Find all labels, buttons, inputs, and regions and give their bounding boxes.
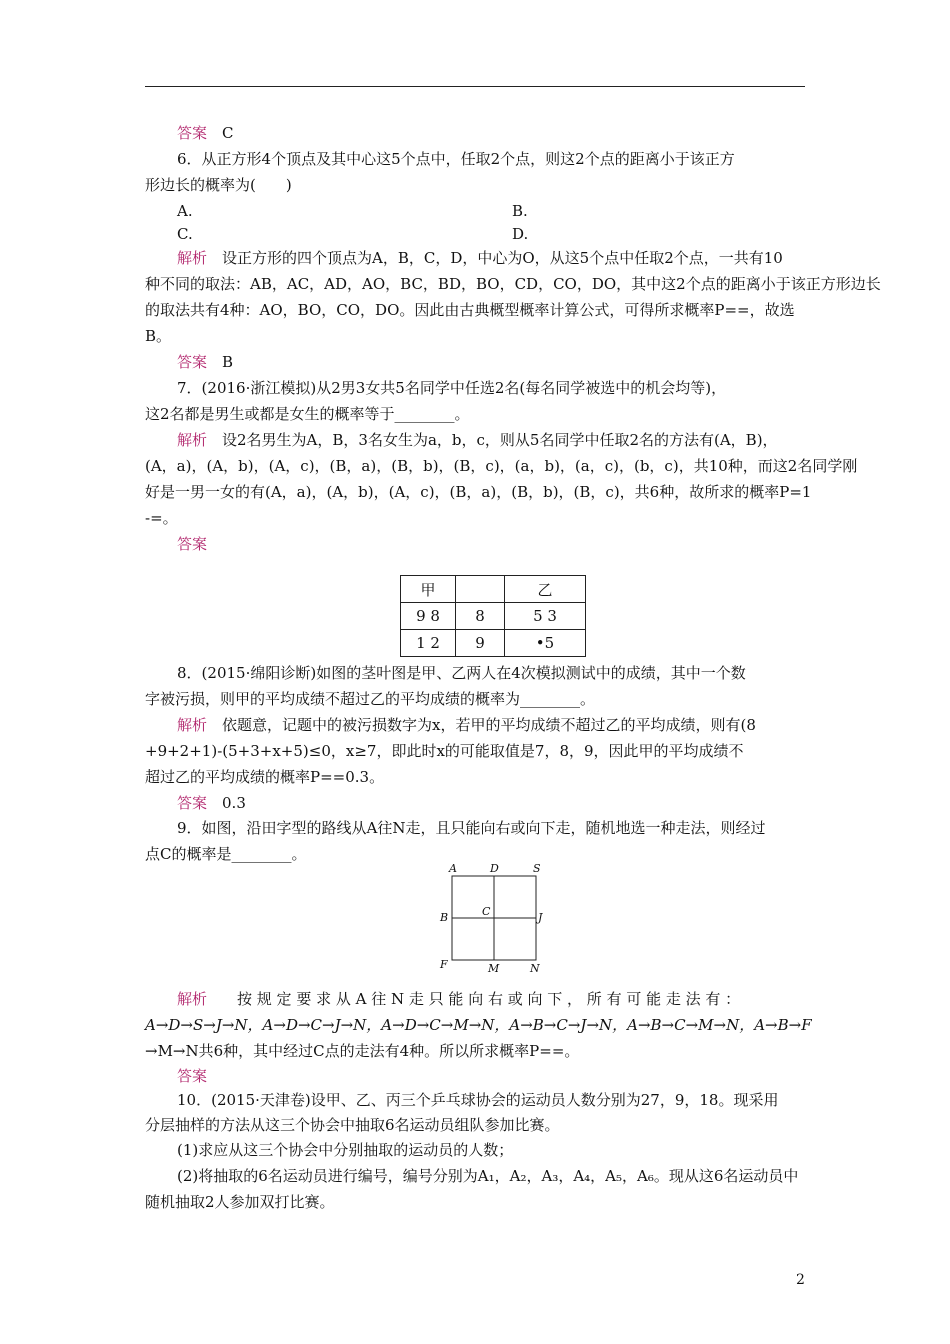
question-10-part-1: (1)求应从这三个协会中分别抽取的运动员的人数； (177, 1141, 514, 1159)
solution-line: B。 (145, 327, 172, 345)
solution-line: -=。 (145, 509, 178, 527)
question-9-line: 点C的概率是________。 (145, 845, 307, 863)
question-10-line: 10．(2015·天津卷)设甲、乙、丙三个乒乓球协会的运动员人数分别为27，9，18。现采用 (177, 1091, 779, 1109)
answer-line: 答案 C (177, 124, 234, 142)
solution-line: (A，a)，(A，b)，(A，c)，(B，a)，(B，b)，(B，c)，(a，b)，(a，c)，(b，c)，共10种，而这2名同学刚 (145, 457, 858, 475)
option-d: D. (512, 225, 529, 243)
stem-leaf-table (400, 575, 586, 657)
table-cell: •5 (505, 630, 586, 657)
solution-line: 的取法共有4种：AO，BO，CO，DO。因此由古典概型概率计算公式，可得所求概率P==，故选 (145, 301, 795, 319)
table-row (401, 576, 586, 603)
point-label: M (488, 962, 500, 975)
point-label: A (449, 862, 457, 875)
table-cell: 5 3 (505, 603, 586, 630)
table-cell: 甲 (401, 576, 456, 603)
table-cell: 9 (456, 630, 505, 657)
solution-line: 种不同的取法：AB，AC，AD，AO，BC，BD，BO，CD，CO，DO，其中这2个点的距离小于该正方形边长 (145, 275, 881, 293)
table-cell: 9 8 (401, 603, 456, 630)
table-row (401, 630, 586, 657)
question-8-line: 字被污损，则甲的平均成绩不超过乙的平均成绩的概率为________。 (145, 690, 596, 708)
question-9-line: 9．如图，沿田字型的路线从A往N走，且只能向右或向下走，随机地选一种走法，则经过 (177, 819, 766, 837)
solution-line: 解析 设正方形的四个顶点为A，B，C，D，中心为O，从这5个点中任取2个点，一共有10 (177, 249, 783, 267)
question-10-part-2: 随机抽取2人参加双打比赛。 (145, 1193, 335, 1211)
point-label: C (482, 905, 491, 918)
solution-line: 解析 设2名男生为A，B，3名女生为a，b，c，则从5名同学中任取2名的方法有(A，B)， (177, 431, 778, 449)
solution-line: +9+2+1)-(5+3+x+5)≤0，x≥7，即此时x的可能取值是7，8，9，因此甲的平均成绩不 (145, 742, 744, 760)
header-rule (145, 86, 805, 87)
option-a: A. (177, 202, 193, 220)
question-6-line: 形边长的概率为( ) (145, 176, 292, 194)
question-8-line: 8．(2015·绵阳诊断)如图的茎叶图是甲、乙两人在4次模拟测试中的成绩，其中一个数 (177, 664, 746, 682)
solution-line: A→D→S→J→N，A→D→C→J→N，A→D→C→M→N，A→B→C→J→N，A→B→C→M→N，A→B→F (145, 1016, 812, 1034)
solution-line: 超过乙的平均成绩的概率P==0.3。 (145, 768, 385, 786)
solution-line: →M→N共6种，其中经过C点的走法有4种。所以所求概率P==。 (145, 1042, 580, 1060)
point-label: B (440, 911, 449, 924)
answer-line: 答案 (177, 1067, 208, 1085)
table-row (401, 603, 586, 630)
point-label: D (490, 862, 499, 875)
question-10-line: 分层抽样的方法从这三个协会中抽取6名运动员组队参加比赛。 (145, 1116, 560, 1134)
answer-line: 答案 (177, 535, 208, 553)
point-label: S (533, 862, 541, 875)
table-cell: 1 2 (401, 630, 456, 657)
option-b: B. (512, 202, 528, 220)
answer-line: 答案 0.3 (177, 794, 246, 812)
table-cell (456, 576, 505, 603)
answer-line: 答案 B (177, 353, 234, 371)
grid-lines (435, 862, 555, 972)
question-10-part-2: (2)将抽取的6名运动员进行编号，编号分别为A₁，A₂，A₃，A₄，A₅，A₆。现从这6名运动员中 (177, 1167, 799, 1185)
question-7-line: 7．(2016·浙江模拟)从2男3女共5名同学中任选2名(每名同学被选中的机会均等)， (177, 379, 727, 397)
point-label: F (440, 958, 448, 971)
point-label: N (530, 962, 540, 975)
solution-line: 解析 依题意，记题中的被污损数字为x，若甲的平均成绩不超过乙的平均成绩，则有(8 (177, 716, 756, 734)
question-7-line: 这2名都是男生或都是女生的概率等于________。 (145, 405, 470, 423)
point-label: J (538, 911, 543, 924)
question-6-line: 6．从正方形4个顶点及其中心这5个点中，任取2个点，则这2个点的距离小于该正方 (177, 150, 735, 168)
page-number: 2 (796, 1272, 805, 1288)
solution-line: 解析 按 规 定 要 求 从 A 往 N 走 只 能 向 右 或 向 下 ， 所 有 可 能 走 法 有 ： (177, 990, 741, 1008)
table-cell: 乙 (505, 576, 586, 603)
solution-line: 好是一男一女的有(A，a)，(A，b)，(A，c)，(B，a)，(B，b)，(B，c)，共6种，故所求的概率P=1 (145, 483, 812, 501)
grid-path-diagram (435, 862, 555, 975)
option-c: C. (177, 225, 193, 243)
table-cell: 8 (456, 603, 505, 630)
